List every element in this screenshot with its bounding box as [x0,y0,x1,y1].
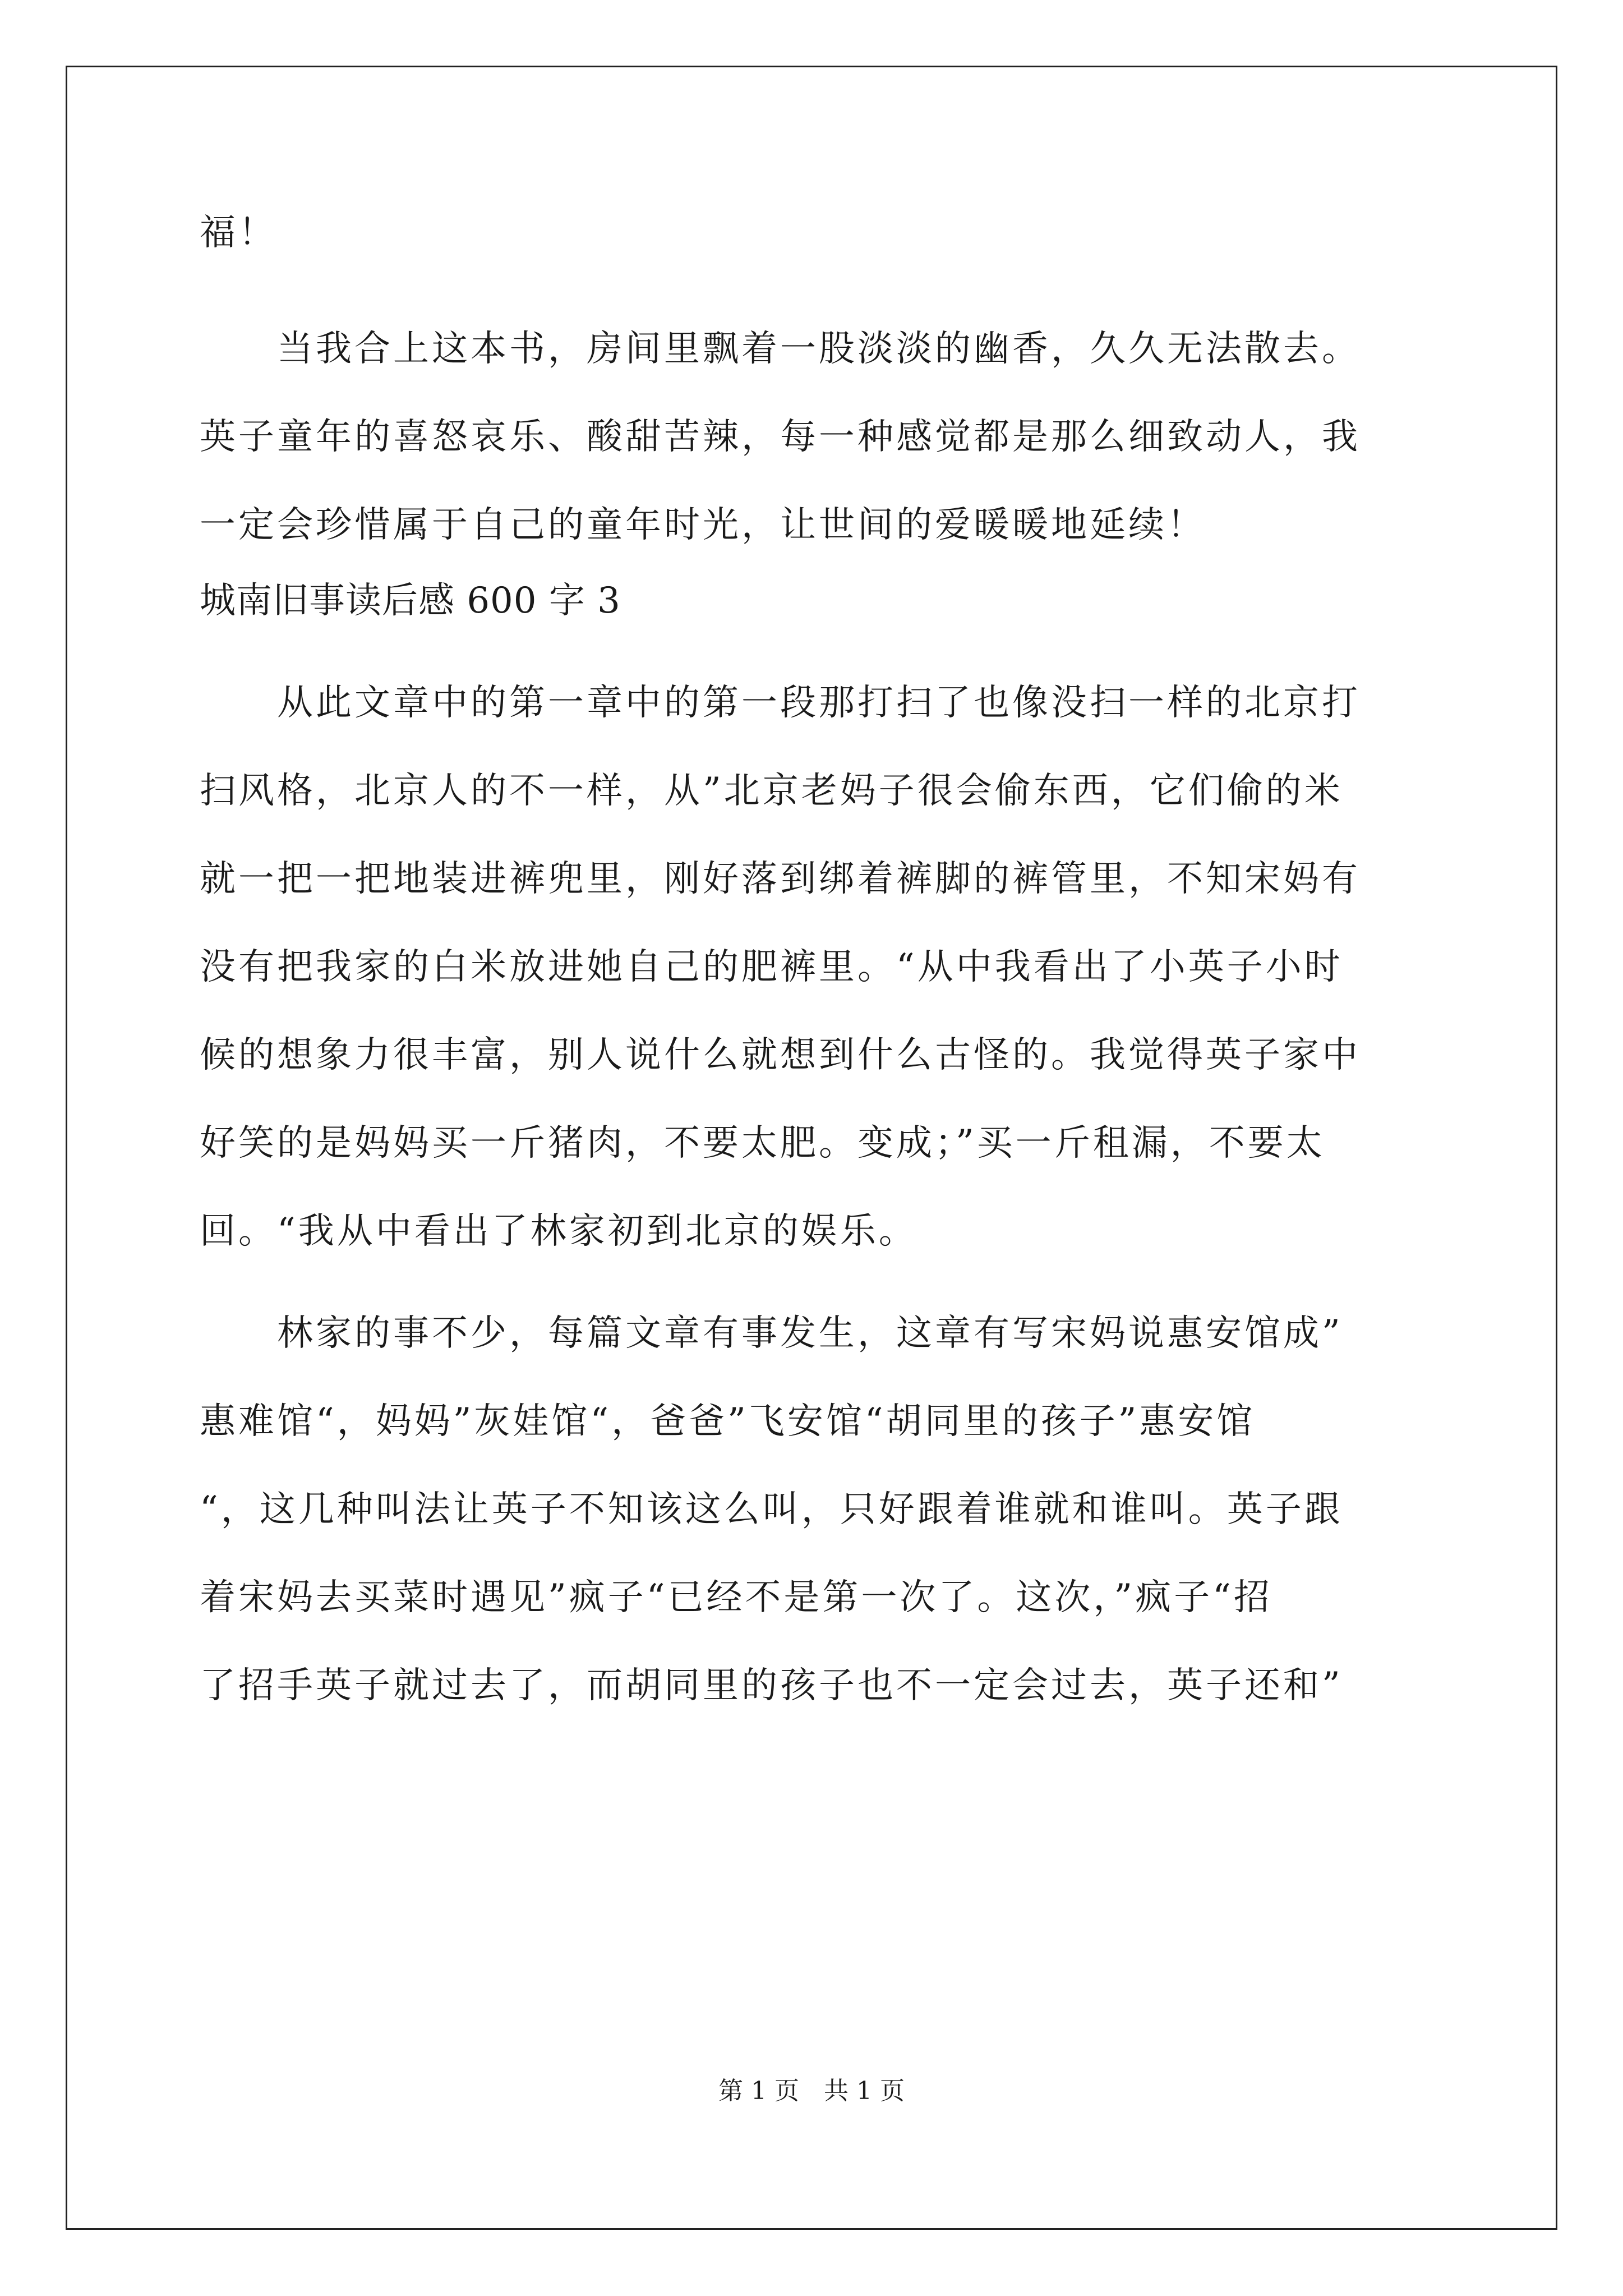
text-line: 一定会珍惜属于自己的童年时光，让世间的爱暖暖地延续！ [200,504,1206,546]
text-line: “，这几种叫法让英子不知该这么叫，只好跟着谁就和谁叫。英子跟 [200,1489,1343,1530]
text-line: 福！ [200,212,277,254]
text-line: 惠难馆“，妈妈”灰娃馆“，爸爸”飞安馆“胡同里的孩子”惠安馆 [200,1401,1256,1442]
text-line: 林家的事不少，每篇文章有事发生，这章有写宋妈说惠安馆成” [200,1313,1343,1354]
text-line: 回。“我从中看出了林家初到北京的娱乐。 [200,1211,917,1252]
text-line: 着宋妈去买菜时遇见”疯子“已经不是第一次了。这次，”疯子“招 [200,1577,1272,1618]
text-line: 当我合上这本书，房间里飘着一股淡淡的幽香，久久无法散去。 [200,328,1361,370]
text-line: 就一把一把地装进裤兜里，刚好落到绑着裤脚的裤管里，不知宋妈有 [200,858,1361,900]
text-line: 没有把我家的白米放进她自己的肥裤里。“从中我看出了小英子小时 [200,946,1343,988]
section-heading: 城南旧事读后感 600 字 3 [200,580,621,622]
text-line: 扫风格，北京人的不一样，从”北京老妈子很会偷东西，它们偷的米 [200,770,1343,812]
text-line: 候的想象力很丰富，别人说什么就想到什么古怪的。我觉得英子家中 [200,1034,1361,1076]
text-line: 英子童年的喜怒哀乐、酸甜苦辣，每一种感觉都是那么细致动人，我 [200,416,1361,458]
text-line: 从此文章中的第一章中的第一段那打扫了也像没扫一样的北京打 [200,682,1361,724]
text-line: 好笑的是妈妈买一斤猪肉，不要太肥。变成；”买一斤租漏，不要太 [200,1122,1325,1164]
document-body [200,208,1433,1711]
text-line: 了招手英子就过去了，而胡同里的孩子也不一定会过去，英子还和” [200,1665,1343,1706]
page-number-footer: 第 1 页 共 1 页 [718,2077,905,2105]
